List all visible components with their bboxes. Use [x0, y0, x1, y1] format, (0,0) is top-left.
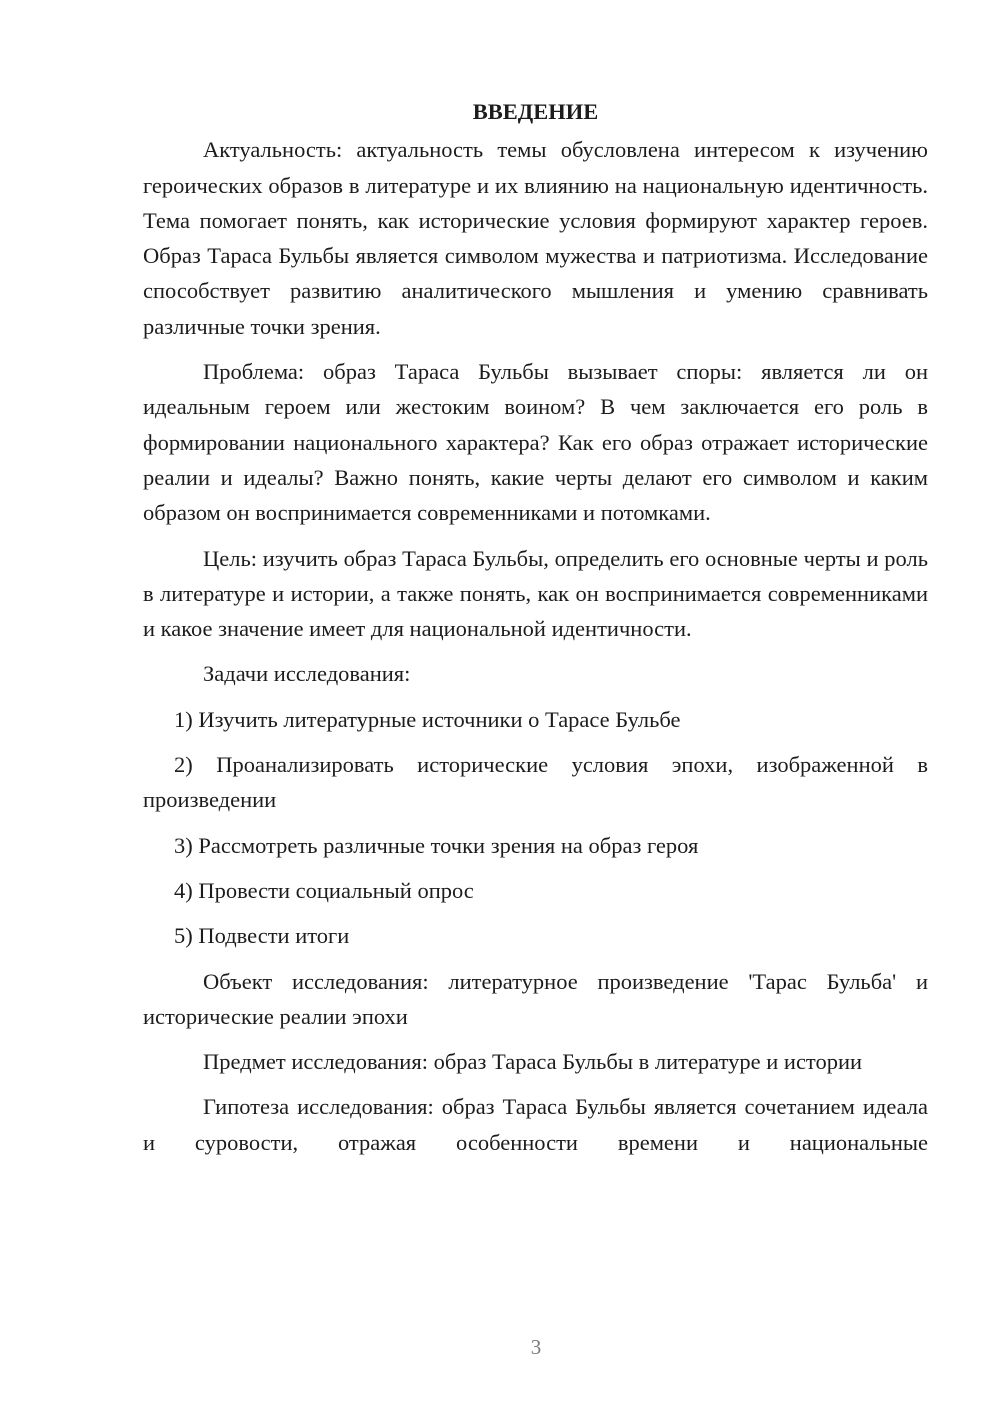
- task-item-3: 3) Рассмотреть различные точки зрения на образ героя: [174, 832, 699, 858]
- hypothesis-paragraph: Гипотеза исследования: образ Тараса Бульбы является сочетанием идеала и суровости, отражая особенности времени и национальные: [143, 1094, 928, 1155]
- page-number: 3: [530, 1335, 542, 1359]
- task-item-2: 2) Проанализировать исторические условия эпохи, изображенной в произведении: [143, 752, 928, 813]
- page-content: [143, 94, 928, 1170]
- goal-paragraph: Цель: изучить образ Тараса Бульбы, определить его основные черты и роль в литературе и истории, а также понять, как он воспринимается современниками и какое значение имеет для национальной идентичности.: [143, 545, 928, 642]
- task-item-5: 5) Подвести итоги: [174, 923, 350, 949]
- tasks-heading: Задачи исследования:: [203, 661, 411, 687]
- section-heading: ВВЕДЕНИЕ: [472, 99, 599, 124]
- problem-paragraph: Проблема: образ Тараса Бульбы вызывает споры: является ли он идеальным героем или жестоким воином? В чем заключается его роль в формировании национального характера? Как его образ отражает исторические реалии и идеалы? Важно понять, какие черты делают его символом и каким образом он воспринимается современниками и потомками.: [143, 359, 928, 526]
- object-paragraph: Объект исследования: литературное произведение 'Тарас Бульба' и исторические реалии эпохи: [143, 968, 928, 1029]
- task-item-1: 1) Изучить литературные источники о Тарасе Бульбе: [174, 706, 681, 732]
- relevance-paragraph: Актуальность: актуальность темы обусловлена интересом к изучению героических образов в литературе и их влиянию на национальную идентичность. Тема помогает понять, как исторические условия формируют характер героев. Образ Тараса Бульбы является символом мужества и патриотизма. Исследование способствует развитию аналитического мышления и умению сравнивать различные точки зрения.: [143, 137, 928, 339]
- task-item-4: 4) Провести социальный опрос: [174, 877, 474, 903]
- subject-paragraph: Предмет исследования: образ Тараса Бульбы в литературе и истории: [203, 1049, 863, 1075]
